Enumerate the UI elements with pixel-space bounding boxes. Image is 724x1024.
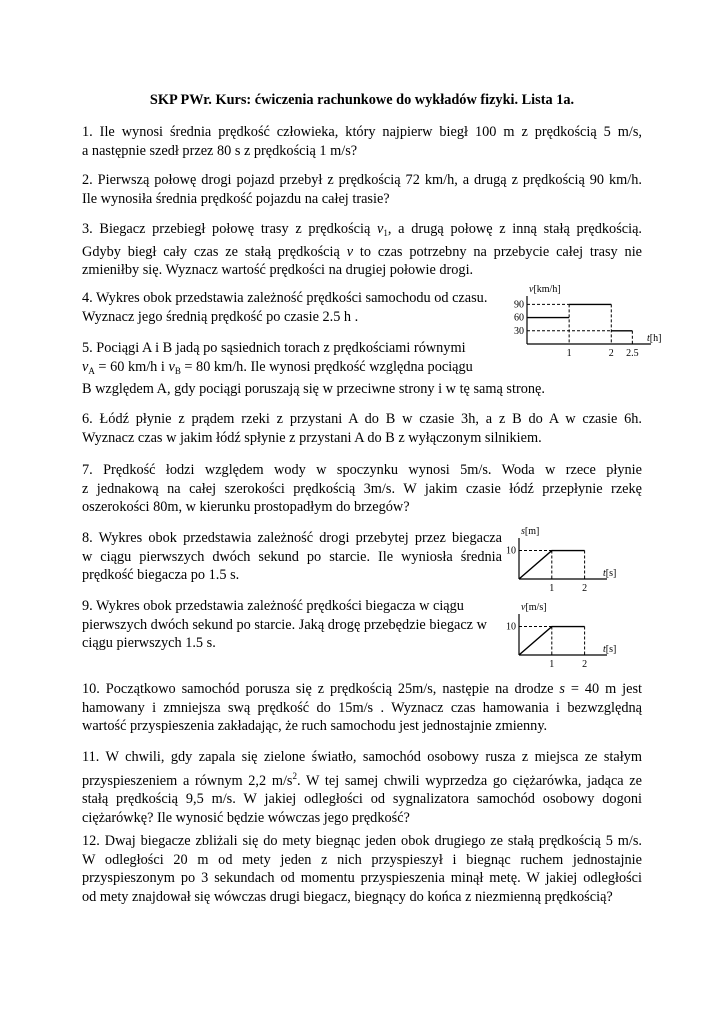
y-axis-label: v[km/h] xyxy=(529,284,561,295)
problem-7-line: oszerokości 80m, w kierunku prostopadłym do brzegów? xyxy=(82,499,410,516)
problem-4-line: 4. Wykres obok przedstawia zależność prędkości samochodu od czasu. xyxy=(82,290,488,306)
problem-5-line: $v_A = 60$ km/h i $v_B = 80$ km/h. Ile wynosi prędkość względna pociągu xyxy=(82,358,473,376)
data-line xyxy=(519,627,585,655)
problem-5-line: 5. Pociągi A i B jadą po sąsiednich torach z prędkościami równymi xyxy=(82,340,466,356)
problem-12-line: 12. Dwaj biegacze zbliżali się do mety biegnąc jeden obok drugiego ze stałą prędkością 5 m/s. xyxy=(82,833,642,849)
problem-5-line: B względem A, gdy pociągi poruszają się w przeciwne strony i w tę samą stronę. xyxy=(82,381,545,398)
problem-1-line: a następnie szedł przez 80 s z prędkością 1 m/s? xyxy=(82,142,358,159)
problem-12-line: przyspieszonym po 3 sekundach od momentu przyspieszenia minął metę. W jakiej odległości xyxy=(82,870,642,887)
velocity-time-graph-car xyxy=(505,280,665,370)
problem-8-line: w ciągu pierwszych dwóch sekund po starcie. Ile wyniosła średnia xyxy=(82,548,502,565)
problem-1-line: 1. Ile wynosi średnia prędkość człowieka, który najpierw biegł 100 m z prędkością 5 m/s, xyxy=(82,124,642,140)
x-axis-label: t[s] xyxy=(603,568,617,579)
problem-10 xyxy=(82,680,642,736)
problem-2-line: 2. Pierwszą połowę drogi pojazd przebył z prędkością 72 km/h, a drugą z prędkością 90 km/h. xyxy=(82,172,642,188)
problem-11-line: stałą prędkością 9,5 m/s. W jakiej odległości od sygnalizatora samochód osobowy dogoni xyxy=(82,791,642,808)
problem-11 xyxy=(82,748,642,828)
problem-3-line: Gdyby biegł cały czas ze stałą prędkością v to czas potrzebny na przebycie całej trasy nie xyxy=(82,243,643,260)
problem-9-line: pierwszych dwóch sekund po starcie. Jaką drogę przebędzie biegacz w xyxy=(82,616,487,633)
problem-7-line: z jednakową na całej szerokości prędkością 3m/s. W jakim czasie łódź przepłynie rzekę xyxy=(82,480,642,497)
y-axis-label: s[m] xyxy=(521,526,540,537)
data-line xyxy=(519,551,585,579)
problem-2-line: Ile wynosiła średnia prędkość pojazdu na całej trasie? xyxy=(82,190,390,207)
problem-11-line: przyspieszeniem a równym 2,2 $m/s^2$. W tej samej chwili wyprzedza go ciężarówka, jadąca ze xyxy=(82,770,642,789)
problem-2 xyxy=(82,171,642,208)
problem-3 xyxy=(82,220,642,280)
velocity-time-graph-runner xyxy=(505,598,625,673)
problem-4 xyxy=(82,289,502,326)
page-title: SKP PWr. Kurs: ćwiczenia rachunkowe do wykładów fizyki. Lista 1a. xyxy=(149,92,575,108)
problem-4-line: Wyznacz jego średnią prędkość po czasie 2.5 h . xyxy=(82,308,359,325)
problem-7-line: 7. Prędkość łodzi względem wody w spoczynku wynosi 5m/s. Woda w rzece płynie xyxy=(82,462,642,478)
problem-9 xyxy=(82,597,502,653)
distance-time-graph-runner xyxy=(505,522,625,597)
y-tick-label: 10 xyxy=(506,545,516,557)
y-tick-label: 30 xyxy=(514,325,524,337)
problem-9-line: ciągu pierwszych 1.5 s. xyxy=(82,635,216,652)
problem-6-line: Wyznacz czas w jakim łódź spłynie z przystani A do B z wyłączonym silnikiem. xyxy=(82,429,542,446)
problem-10-line: hamowany i zmniejsza swą prędkość do 15m/s . Wyznacz czas hamowania i bezwzględną xyxy=(82,699,642,716)
problem-5 xyxy=(82,339,545,399)
x-tick-label: 1 xyxy=(549,659,555,670)
x-tick-label: 2 xyxy=(582,583,588,594)
problem-8-line: prędkość biegacza po 1.5 s. xyxy=(82,567,240,584)
problem-12 xyxy=(82,832,642,907)
problem-6 xyxy=(82,410,642,447)
problem-12-line: W odległości 20 m od mety jeden z nich przyspieszył i biegnąc ruchem jednostajnie xyxy=(82,851,642,868)
x-tick-label: 2 xyxy=(608,348,614,359)
problem-12-line: od mety znajdował się wówczas drugi biegacz, biegnący do końca z niezmienną prędkością? xyxy=(82,889,613,906)
problem-6-line: 6. Łódź płynie z prądem rzeki z przystani A do B w czasie 3h, a z B do A w czasie 6h. xyxy=(82,411,642,427)
x-axis-label: t[s] xyxy=(603,644,617,655)
problem-7 xyxy=(82,461,642,517)
problem-11-line: 11. W chwili, gdy zapala się zielone światło, samochód osobowy rusza z miejsca ze stałym xyxy=(82,749,642,765)
x-tick-label: 2.5 xyxy=(626,348,639,359)
problem-11-line: ciężarówkę? Ile wynosić będzie wówczas jego prędkość? xyxy=(82,810,410,827)
problem-8-line: 8. Wykres obok przedstawia zależność drogi przebytej przez biegacza xyxy=(82,530,502,546)
y-tick-label: 60 xyxy=(514,312,524,324)
problem-1 xyxy=(82,123,642,160)
y-axis-label: v[m/s] xyxy=(521,602,547,613)
problem-8 xyxy=(82,529,502,585)
problem-10-line: wartość przyspieszenia zakładając, że ruch samochodu jest jednostajnie zmienny. xyxy=(82,718,548,735)
problem-9-line: 9. Wykres obok przedstawia zależność prędkości biegacza w ciągu xyxy=(82,598,464,614)
problem-3-line: 3. Biegacz przebiegł połowę trasy z prędkością $v_1$, a drugą połowę z inną stałą prędkością. xyxy=(82,221,642,238)
x-tick-label: 1 xyxy=(549,583,555,594)
y-tick-label: 90 xyxy=(514,299,524,311)
x-axis-label: t[h] xyxy=(647,333,662,344)
problem-3-line: zmieniłby się. Wyznacz wartość prędkości na drugiej połowie drogi. xyxy=(82,262,474,279)
x-tick-label: 1 xyxy=(566,348,572,359)
y-tick-label: 10 xyxy=(506,621,516,633)
x-tick-label: 2 xyxy=(582,659,588,670)
problem-10-line: 10. Początkowo samochód porusza się z prędkością 25m/s, następie na drodze s = 40 m jest xyxy=(82,681,643,697)
